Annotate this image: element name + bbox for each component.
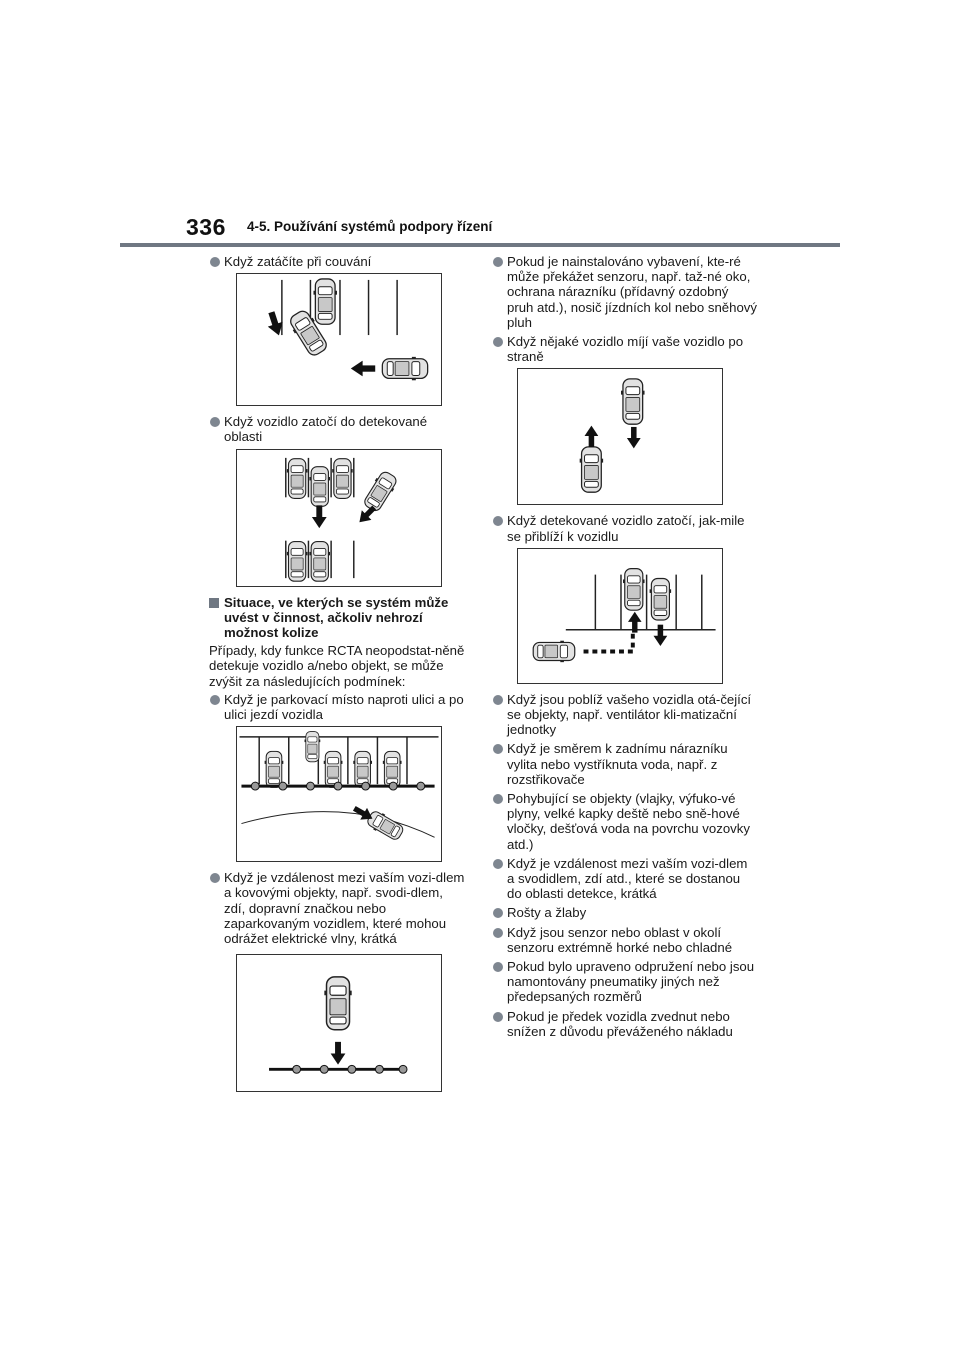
- list-item: Když je vzdálenost mezi vaším vozi-dlem a kovovými objekty, např. svodi-dlem, zdí, dopravní značkou nebo zaparkovaným vozidlem, které mohou odrážet elektrické vlny, krátká: [209, 870, 467, 946]
- bullet-icon: [493, 794, 503, 804]
- figure-detected-vehicle-turns-close: [517, 548, 723, 684]
- section-heading: Situace, ve kterých se systém může uvést v činnost, ačkoliv nehrozí možnost kolize: [209, 595, 467, 641]
- list-item: Když detekované vozidlo zatočí, jak-mile se přiblíží k vozidlu: [492, 513, 758, 543]
- bullet-icon: [493, 928, 503, 938]
- arrow-icon: [585, 426, 599, 447]
- list-item: Když je vzdálenost mezi vaším vozi-dlem a svodidlem, zdí atd., které se dostanou do oblasti detekce, krátká: [492, 856, 758, 902]
- parked-car: [313, 279, 337, 324]
- own-car: [623, 568, 645, 610]
- bullet-icon: [493, 695, 503, 705]
- list-item: Když jsou senzor nebo oblast v okolí senzoru extrémně horké nebo chladné: [492, 925, 758, 955]
- bullet-icon: [210, 873, 220, 883]
- arrow-icon: [654, 624, 668, 645]
- list-item: Když zatáčíte při couvání: [209, 254, 467, 269]
- left-column: [209, 254, 467, 1100]
- bullet-icon: [210, 417, 220, 427]
- bullet-icon: [493, 257, 503, 267]
- arrow-icon: [312, 505, 327, 528]
- list-item: Pohybující se objekty (vlajky, výfuko-vé plyny, velké kapky deště nebo sně-hové vločky, dešťová voda na povrchu vozovky atd.): [492, 791, 758, 852]
- bullet-icon: [210, 257, 220, 267]
- list-item: Pokud je předek vozidla zvednut nebo snížen z důvodu převáženého nákladu: [492, 1009, 758, 1039]
- arrow-icon: [351, 361, 375, 377]
- passing-car: [365, 809, 405, 843]
- figure-vehicle-passing-side: [517, 368, 723, 505]
- figure-reversing-turn: [236, 273, 442, 406]
- list-item: Pokud bylo upraveno odpružení nebo jsou namontovány pneumatiky jiných než předepsaných rozměrů: [492, 959, 758, 1005]
- figure-close-metal-object: [236, 954, 442, 1092]
- list-item: Když jsou poblíž vašeho vozidla otá-čející se objekty, např. ventilátor kli-matizační jednotky: [492, 692, 758, 738]
- approaching-car: [382, 357, 427, 381]
- bullet-icon: [493, 908, 503, 918]
- figure-parking-opposite-street: [236, 726, 442, 862]
- header-rule: [120, 243, 840, 247]
- square-bullet-icon: [209, 598, 219, 608]
- passing-car: [580, 447, 604, 492]
- own-car: [324, 977, 352, 1030]
- arrow-icon: [264, 310, 287, 338]
- arrow-icon: [627, 427, 641, 448]
- turning-car: [361, 469, 400, 514]
- list-item: Rošty a žlaby: [492, 905, 758, 920]
- list-item: Pokud je nainstalováno vybavení, kte-ré může překážet senzoru, např. taž-né oko, ochrana nárazníku (přídavný ozdobný pruh atd.), nosič jízdních kol nebo sněhový pluh: [492, 254, 758, 330]
- bullet-icon: [493, 1012, 503, 1022]
- figure-vehicle-turning-into-area: [236, 449, 442, 587]
- approaching-car: [533, 640, 575, 662]
- bullet-icon: [493, 859, 503, 869]
- right-column: [492, 254, 758, 1043]
- arrow-icon: [331, 1042, 346, 1065]
- list-item: Když nějaké vozidlo míjí vaše vozidlo po straně: [492, 334, 758, 364]
- bullet-icon: [493, 516, 503, 526]
- own-car: [305, 732, 321, 762]
- bullet-icon: [493, 744, 503, 754]
- section-title: 4-5. Používání systémů podpory řízení: [247, 219, 493, 234]
- bullet-icon: [493, 337, 503, 347]
- bullet-icon: [493, 962, 503, 972]
- list-item: Když je směrem k zadnímu nárazníku vylita nebo vystříknuta voda, např. z rozstřikovače: [492, 741, 758, 787]
- paragraph: Případy, kdy funkce RCTA neopodstat-něně detekuje vozidlo a/nebo objekt, se může zvýšit za následujících podmínek:: [209, 643, 465, 689]
- list-item: Když je parkovací místo naproti ulici a po ulici jezdí vozidla: [209, 692, 467, 722]
- bullet-icon: [210, 695, 220, 705]
- own-car: [309, 466, 330, 506]
- own-car: [621, 379, 645, 424]
- page-number: 336: [186, 214, 226, 240]
- list-item: Když vozidlo zatočí do detekované oblasti: [209, 414, 467, 444]
